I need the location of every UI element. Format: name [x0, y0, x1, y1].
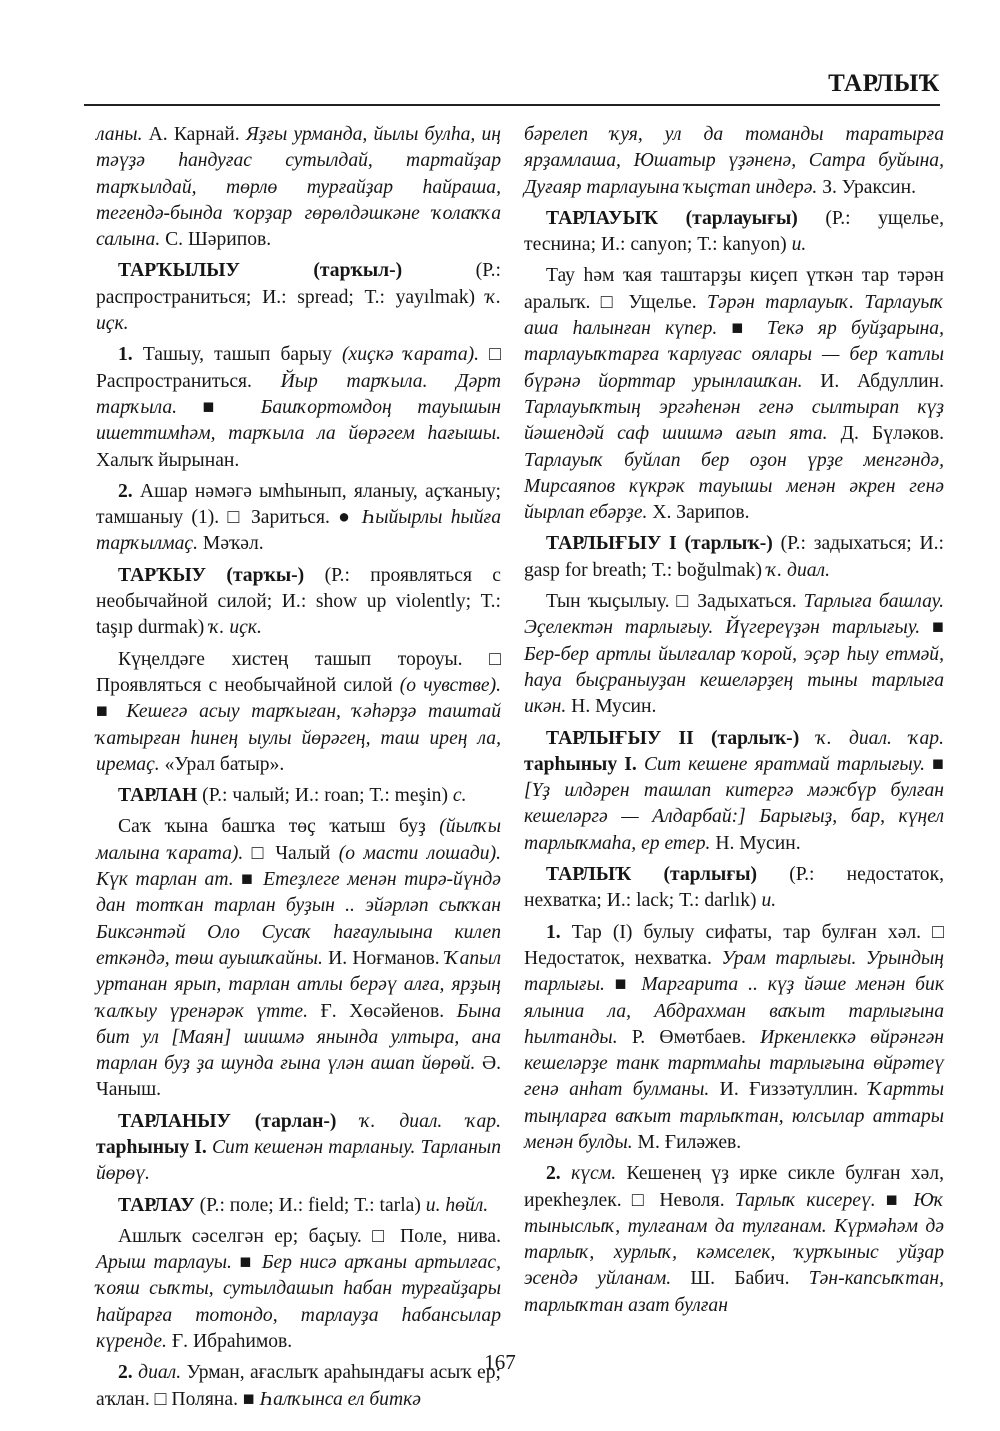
dictionary-entry: ТАРЛЫҠ (тарлығы) (Р.: недостаток, нехватка; И.: lack; Т.: darlık) и.	[524, 864, 945, 912]
dictionary-entry: ТАРЛАН (Р.: чалый; И.: roan; Т.: meşin) с.	[118, 785, 467, 807]
dictionary-entry: Тын ҡыҫылыу. □ Задыхаться. Тарлыға башлау. Эҫелектән тарлығыу. Йүгереүҙән тарлығыу. ■ Бер-бер артлы йылғалар ҡорой, эҫәр һыу етмәй, һауа быҫраныуҙан кешеләрҙең тыны тарлыға икән. Н. Мусин.	[524, 591, 945, 718]
left-column	[96, 122, 501, 1418]
dictionary-entry: ТАРЛАУ (Р.: поле; И.: field; Т.: tarla) и. һөйл.	[118, 1194, 489, 1216]
dictionary-entry: 2. күсм. Кешенең үҙ ирке сикле булған хәл, ирекһеҙлек. □ Неволя. Тарлыҡ кисереү. ■ Юҡ тыныслыҡ, тулғанам да тулғанам. Күрмәһәм дә тарлыҡ, хурлыҡ, кәмселек, ҡурҡыныс уйҙар эсендә уйланам. Ш. Бабич. Тән-капсыҡтан, тарлыҡтан азат булған	[524, 1163, 944, 1316]
dictionary-entry: ТАРЛАУЫҠ (тарлауығы) (Р.: ущелье, теснина; И.: canyon; Т.: kanyon) и.	[524, 207, 944, 256]
dictionary-entry: ланы. А. Карнай. Яҙғы урманда, йылы булһа, иң тәүҙә һандуғас сутылдай, тартайҙар тарҡылдай, төрлө турғайҙар һайраша, тегендә-бында ҡорҙар гөрөлдәшкәне ҡолаҡҡа салына. С. Шәрипов.	[96, 124, 501, 251]
dictionary-entry: Ашлыҡ сәселгән ер; баҫыу. □ Поле, нива. Арыш тарлауы. ■ Бер нисә арҡаны артылғас, ҡояш сыҡты, сутылдашып һабан турғайҙары һайрарға тотондо, тарлауҙа һабансылар күренде. Ғ. Ибраһимов.	[96, 1225, 501, 1353]
dictionary-entry: Күңелдәге хистең ташып тороуы. □ Проявляться с необычайной силой (о чувстве). ■ Кешегә асыу тарҡыған, ҡәһәрҙә таштай ҡатырған һинең ыулы йөрәгең, таш ирең ла, иремаҫ. «Урал батыр».	[96, 648, 502, 775]
dictionary-entry: 2. диал. Урман, ағаслыҡ араһындағы асыҡ ер; аҡлан. □ Поляна. ■ Һалҡынса ел биткә	[96, 1362, 501, 1410]
page-number: 167	[484, 1350, 516, 1374]
dictionary-entry: бәрелеп ҡуя, ул да томанды таратырға ярҙамлаша, Юшатыр үҙәненә, Сатра буйына, Дуғаяр тарлауына ҡыҫтап индерә. З. Ураксин.	[524, 124, 944, 198]
running-head	[84, 70, 940, 106]
dictionary-entry: ТАРЛЫҒЫУ I (тарлыҡ-) (Р.: задыхаться; И.: gasp for breath; Т.: boğulmak) ҡ. диал.	[524, 533, 944, 581]
dictionary-entry: ТАРҠЫЛЫУ (тарҡыл-) (Р.: распространиться; И.: spread; Т.: yayılmak) ҡ. иҫк.	[96, 260, 501, 335]
dictionary-entry: 1. Тар (I) булыу сифаты, тар булған хәл. □ Недостаток, нехватка. Урам тарлығы. Урындың тарлығы. ■ Маргарита .. күҙ йәше менән бик ялыниа ла, Абдрахман ваҡыт тарлығына һылтанды. Р. Өмөтбаев. Иркенлеккә өйрәнгән кешеләрҙе танк тартмаһы тарлығына өйрәтеү генә анһат булманы. И. Ғиззәтуллин. Ҡартты тыңларға ваҡыт тарлыҡтан, юлсылар аттары менән булды. М. Ғиләжев.	[524, 921, 944, 1153]
dictionary-entry: 1. Ташыу, ташып барыу (хиҫкә ҡарата). □ Распространиться. Йыр тарҡыла. Дәрт тарҡыла. ■ Башҡортомдоң тауышын ишеттимһәм, тарҡыла ла йөрәгем һағышы. Халыҡ йырынан.	[96, 344, 502, 471]
dictionary-entry: Тау һәм ҡая таштарҙы киҫеп үткән тар тәрән аралыҡ. □ Ущелье. Тәрән тарлауыҡ. Тарлауыҡ аша һалынған күпер. ■ Текә яр буйҙарына, тарлауыҡтарға ҡарлуғас оялары — бер ҡатлы бүрәнә йорттар урынлашҡан. И. Абдуллин. Тарлауыҡтың эргәһенән генә сылтырап күҙ йәшендәй саф шишмә ағып ята. Д. Бүләков. Тарлауыҡ буйлап бер оҙон үрҙе менгәндә, Мирсаяпов күкрәк тауышы менән әкрен генә йырлап ебәрҙе. Х. Зарипов.	[524, 265, 945, 524]
dictionary-entry: ТАРЛАНЫУ (тарлан-) ҡ. диал. ҡар. тарһыныу I. Сит кешенән тарланыу. Тарланып йөрөү.	[96, 1110, 501, 1185]
dictionary-entry: Саҡ ҡына башҡа төҫ ҡатыш буҙ (йылҡы малына ҡарата). □ Чалый (о масти лошади). Күк тарлан ат. ■ Етеҙлеге менән тирә-йүндә дан тотҡан тарлан буҙын .. эйәрләп сыҡҡан Биксәнтәй Оло Сусаҡ һағаулыына килеп еткәндә, төш ауышҡайны. И. Ноғманов. Ҡапыл уртанан ярып, тарлан атлы берәү алға, ярҙың ҡалҡыу үренәрәк үтте. Ғ. Хөсәйенов. Бына бит ул [Маян] шишмә янында ултыра, ана тарлан буҙ ҙа шунда ғына үлән ашап йөрөй. Ә. Чаныш.	[96, 816, 501, 1101]
running-title: ТАРЛЫҠ	[828, 70, 940, 97]
dictionary-entry: ТАРҠЫУ (тарҡы-) (Р.: проявляться с необычайной силой; И.: show up violently; Т.: taşıp durmak) ҡ. иҫк.	[96, 564, 502, 639]
dictionary-entry: ТАРЛЫҒЫУ II (тарлыҡ-) ҡ. диал. ҡар. тарһыныу I. Сит кешене яратмай тарлығыу. ■ [Үҙ илдәрен ташлап китергә мәжбүр булған кешеләргә — Алдарбай:] Барығыҙ, бар, күңел тарлыҡмаһа, ер етер. Н. Мусин.	[524, 727, 945, 854]
dictionary-entry: 2. Ашар нәмәгә ымһынып, яланыу, аҫҡаныу; тамшаныу (1). □ Зариться. ● Һыйырлы һыйға тарҡылмаҫ. Мәҡәл.	[96, 480, 502, 555]
right-column	[524, 122, 944, 1324]
